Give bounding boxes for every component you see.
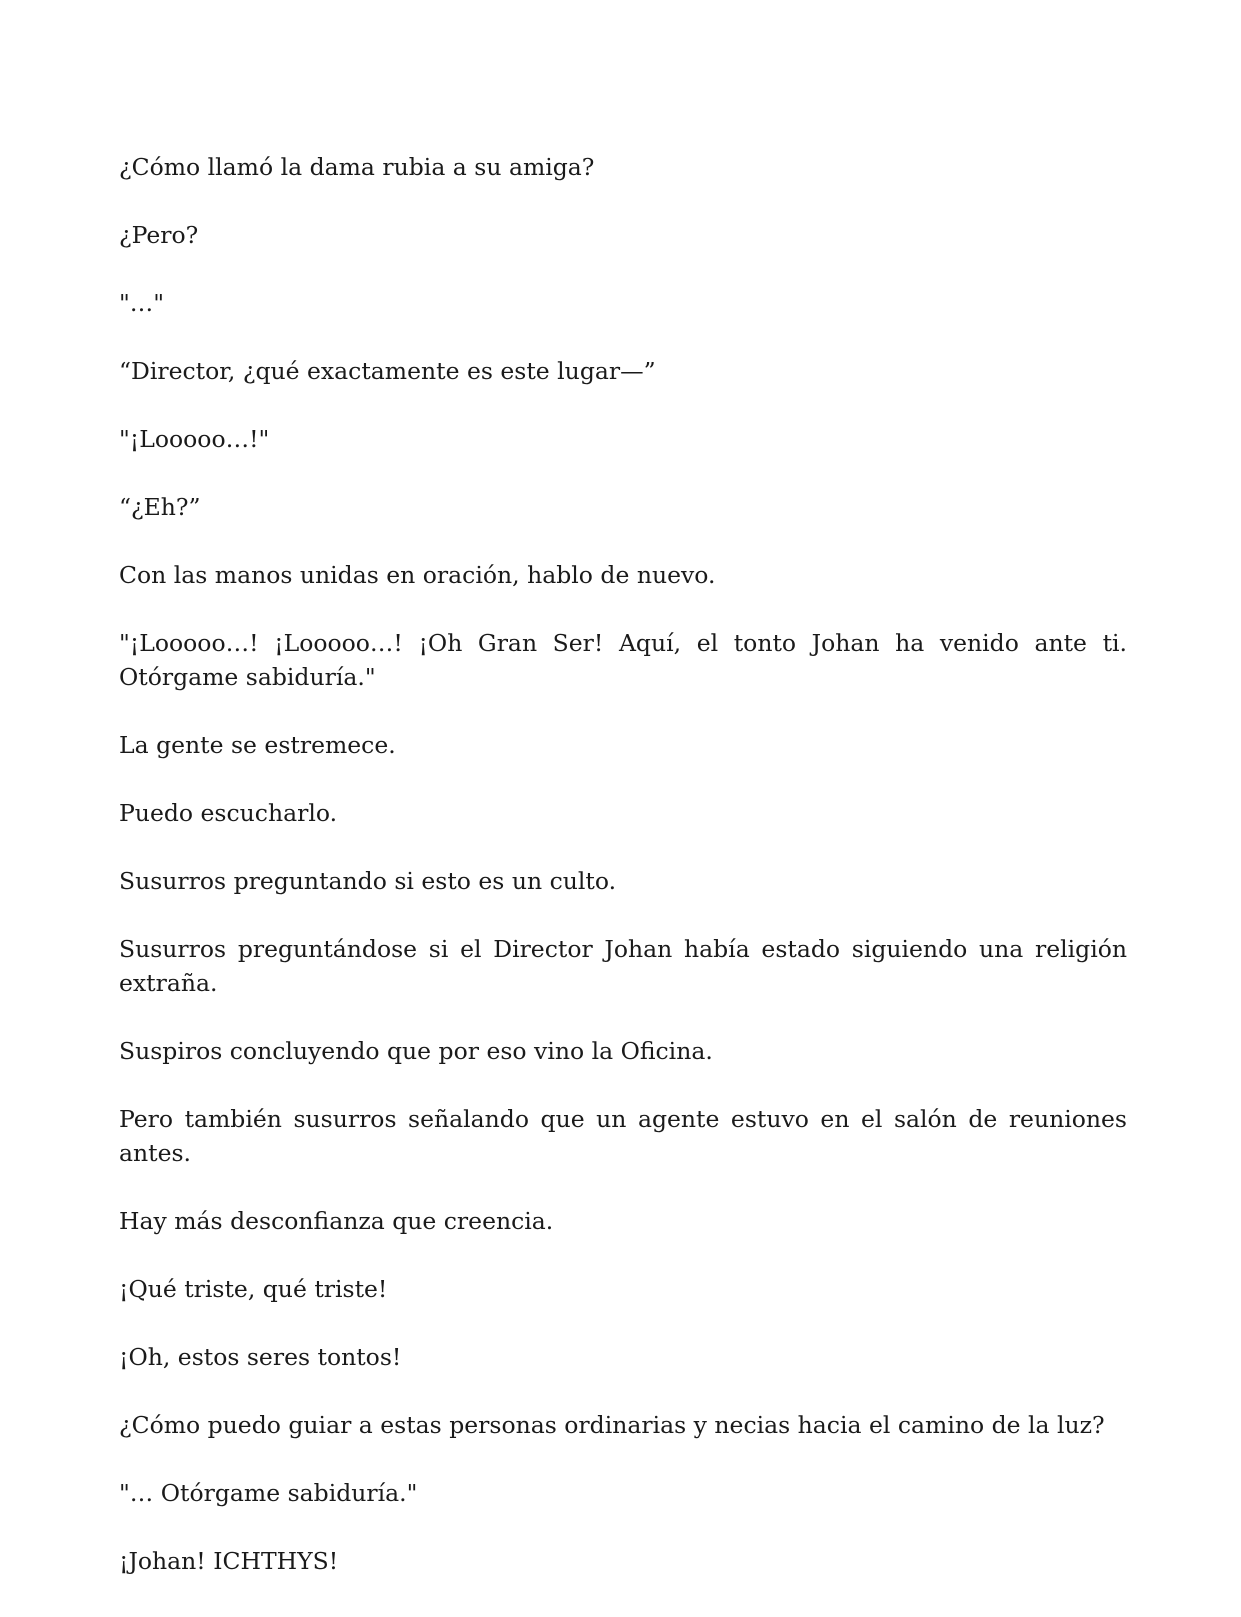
paragraph: Susurros preguntándose si el Director Johan había estado siguiendo una religión extraña. [119, 935, 1127, 997]
paragraph: "… Otórgame sabiduría." [119, 1479, 418, 1507]
paragraph: ¿Pero? [119, 221, 199, 249]
paragraph: "¡Looooo…!" [119, 425, 270, 453]
paragraph: ¿Cómo llamó la dama rubia a su amiga? [119, 153, 595, 181]
paragraph: ¡Oh, estos seres tontos! [119, 1343, 402, 1371]
paragraph: La gente se estremece. [119, 731, 396, 759]
paragraph: Susurros preguntando si esto es un culto. [119, 867, 617, 895]
paragraph: "…" [119, 289, 165, 317]
paragraph: "¡Looooo…! ¡Looooo…! ¡Oh Gran Ser! Aquí, el tonto Johan ha venido ante ti. Otórgame sabiduría." [119, 629, 1127, 691]
paragraph: Puedo escucharlo. [119, 799, 338, 827]
paragraph: “¿Eh?” [119, 493, 201, 521]
paragraph: ¿Cómo puedo guiar a estas personas ordinarias y necias hacia el camino de la luz? [119, 1411, 1105, 1439]
paragraph: ¡Qué triste, qué triste! [119, 1275, 388, 1303]
paragraph: Con las manos unidas en oración, hablo de nuevo. [119, 561, 716, 589]
paragraph: Hay más desconfianza que creencia. [119, 1207, 554, 1235]
paragraph: ¡Johan! ICHTHYS! [119, 1547, 339, 1575]
document-body [119, 150, 1127, 1612]
paragraph: “Director, ¿qué exactamente es este lugar—” [119, 357, 656, 385]
paragraph: Pero también susurros señalando que un agente estuvo en el salón de reuniones antes. [119, 1105, 1127, 1167]
paragraph: Suspiros concluyendo que por eso vino la Oficina. [119, 1037, 713, 1065]
